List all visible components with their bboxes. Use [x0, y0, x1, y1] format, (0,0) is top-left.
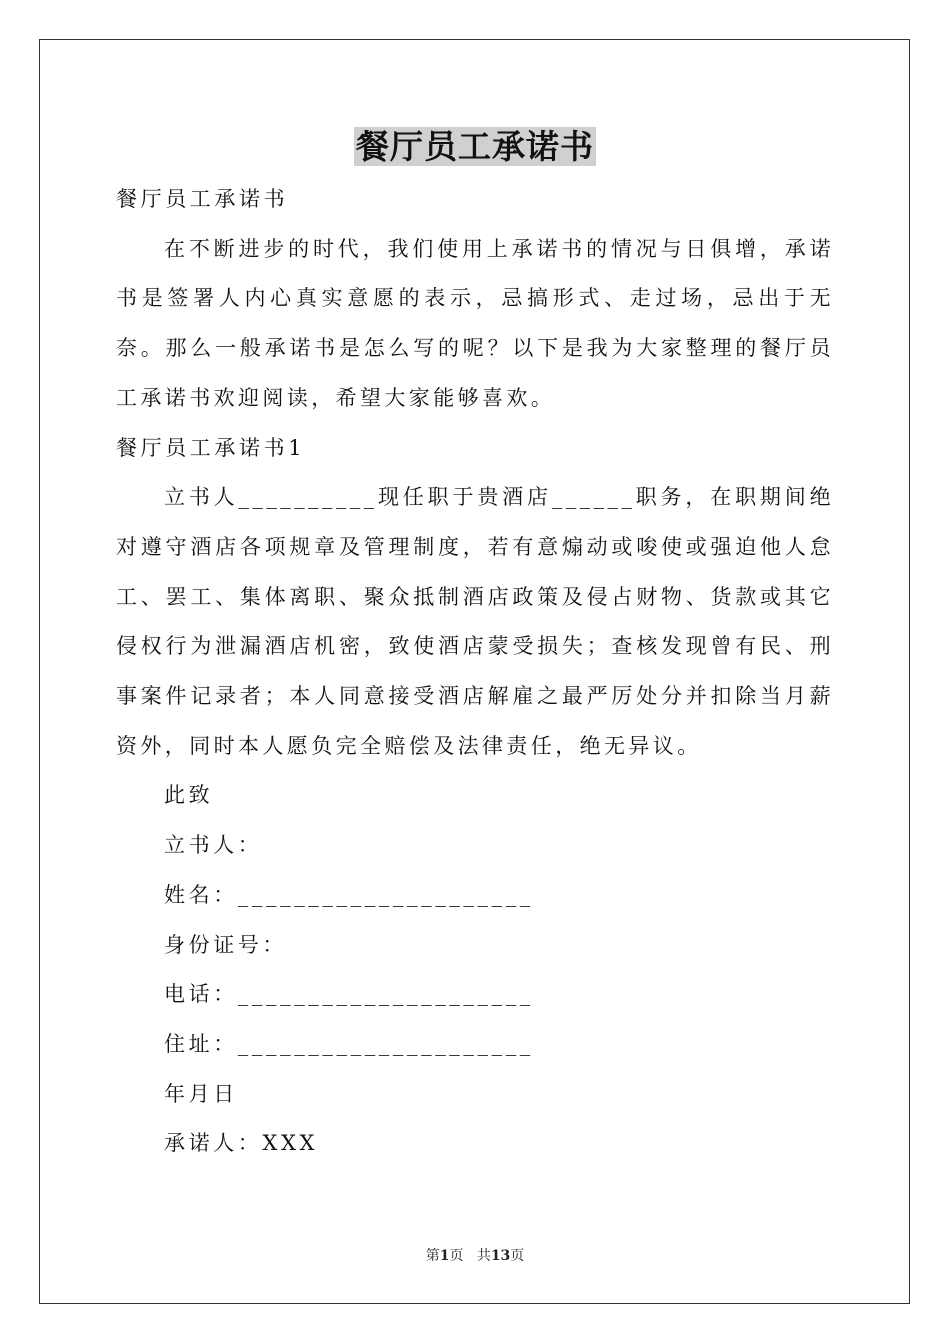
- document-title-text: 餐厅员工承诺书: [356, 127, 594, 166]
- signer-label: 立书人：: [164, 833, 263, 858]
- page-number: 1: [439, 1248, 450, 1264]
- page-footer: [0, 1246, 950, 1266]
- name-field: 姓名：_____________________: [164, 882, 534, 907]
- document-title: [0, 122, 950, 172]
- intro-paragraph: 在不断进步的时代，我们使用上承诺书的情况与日俱增，承诺书是签署人内心真实意愿的表示，忌搞形式、走过场，忌出于无奈。那么一般承诺书是怎么写的呢？以下是我为大家整理的餐厅员工承诺书欢迎阅读，希望大家能够喜欢。: [116, 236, 834, 410]
- address-field: 住址：_____________________: [164, 1031, 534, 1056]
- page-suffix: 页: [449, 1248, 464, 1264]
- pledge-paragraph: 立书人__________现任职于贵酒店______职务，在职期间绝对遵守酒店各项规章及管理制度，若有意煽动或唆使或强迫他人怠工、罢工、集体离职、聚众抵制酒店政策及侵占财物、货款或其它侵权行为泄漏酒店机密，致使酒店蒙受损失；查核发现曾有民、刑事案件记录者；本人同意接受酒店解雇之最严厉处分并扣除当月薪资外，同时本人愿负完全赔偿及法律责任，绝无异议。: [116, 485, 834, 758]
- page-prefix: 第: [425, 1248, 440, 1264]
- total-pages: 13: [490, 1248, 511, 1264]
- document-subtitle: 餐厅员工承诺书: [116, 187, 289, 211]
- document-body: [116, 175, 834, 1169]
- total-prefix: 共: [476, 1248, 491, 1264]
- phone-field: 电话：_____________________: [164, 982, 534, 1007]
- section-heading: 餐厅员工承诺书1: [116, 435, 306, 460]
- promiser-field: 承诺人：XXX: [164, 1131, 319, 1156]
- total-suffix: 页: [510, 1248, 525, 1264]
- closing-line: 此致: [164, 783, 214, 808]
- date-field: 年月日: [164, 1081, 238, 1106]
- id-number-field: 身份证号：: [164, 932, 287, 957]
